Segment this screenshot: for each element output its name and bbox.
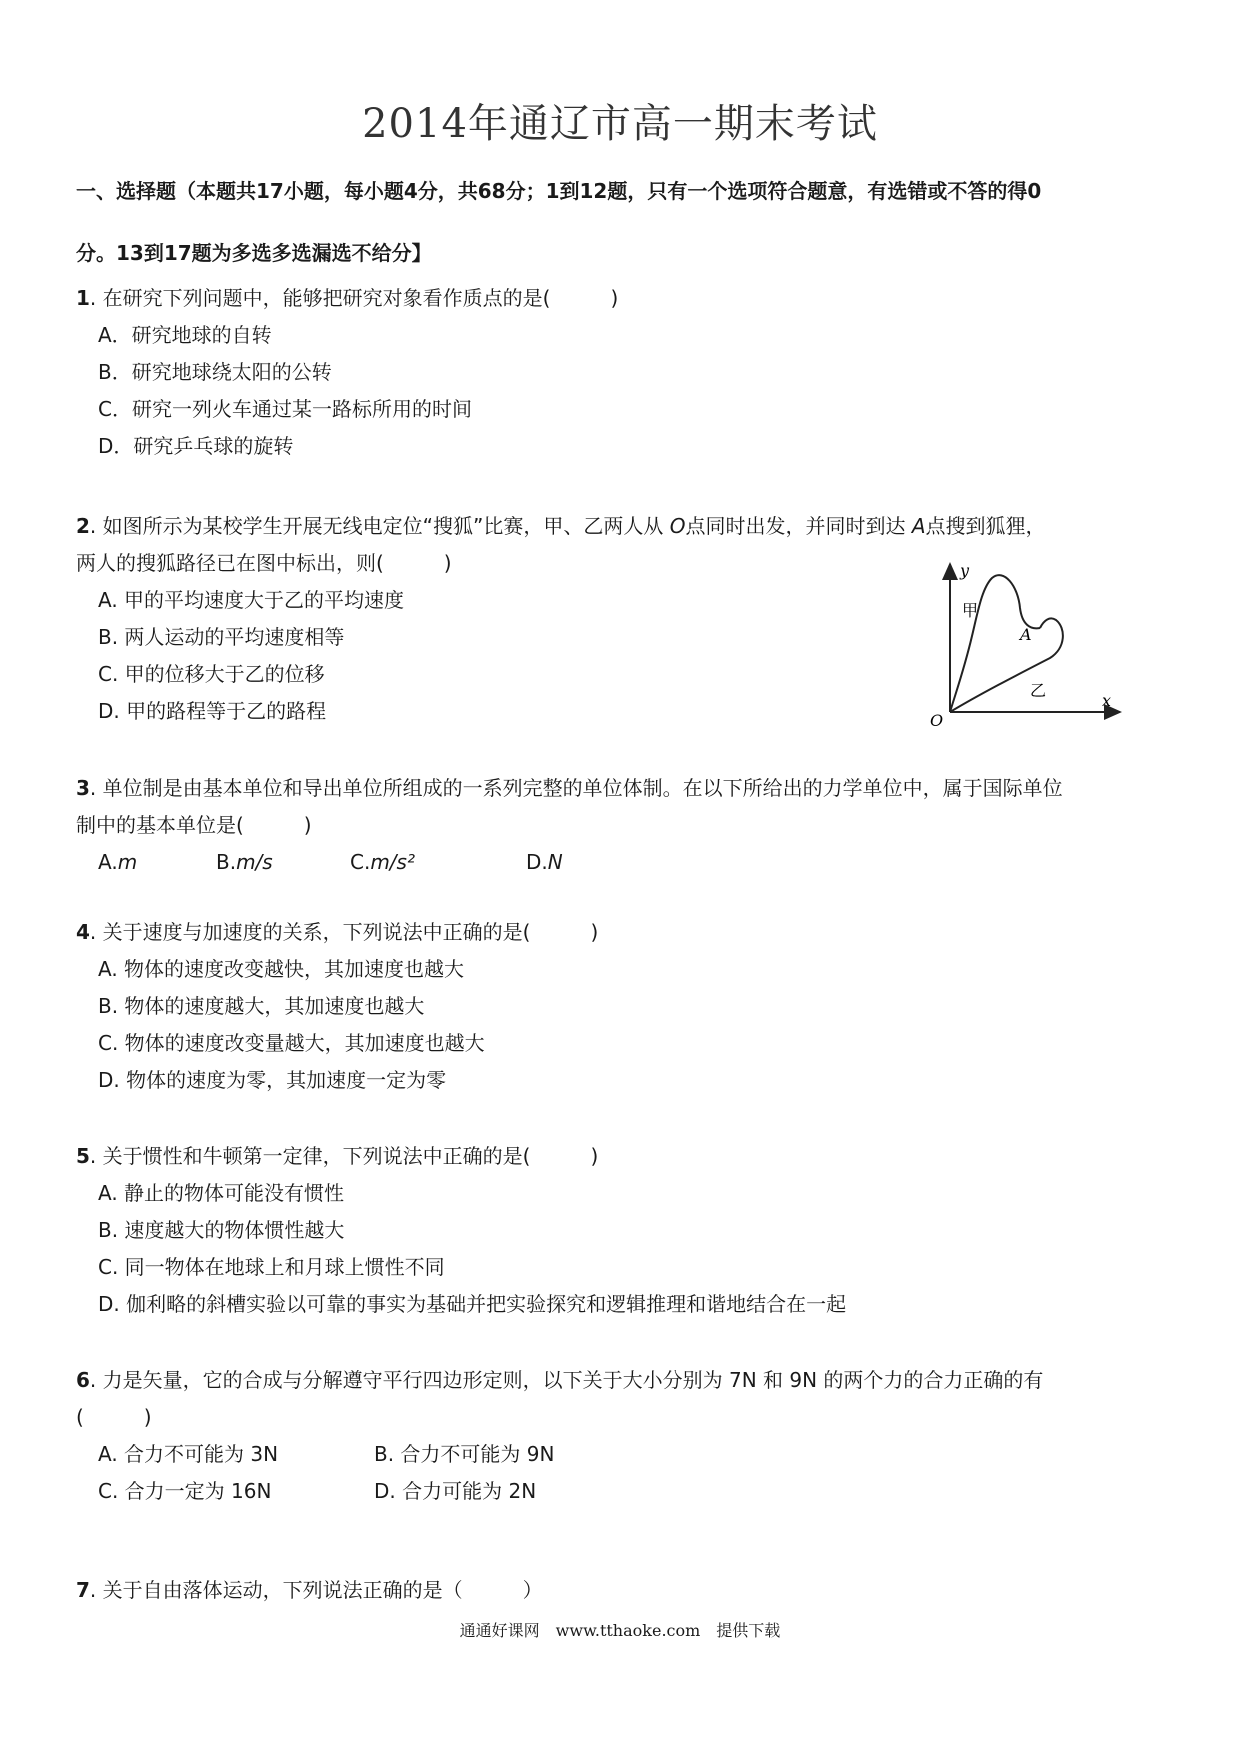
option-b: B. 两人运动的平均速度相等 — [98, 625, 345, 649]
option-c: C. 合力一定为 16N — [98, 1479, 272, 1503]
option-d: D. 物体的速度为零，其加速度一定为零 — [98, 1068, 447, 1092]
question-number: 3 — [76, 776, 90, 800]
option-a: A．研究地球的自转 — [98, 323, 272, 347]
question-number: 5 — [76, 1144, 90, 1168]
question-number: 4 — [76, 920, 90, 944]
question-1 — [76, 280, 1176, 465]
point-a-label: A — [911, 514, 926, 538]
question-2-text-1: . 如图所示为某校学生开展无线电定位“搜狐”比赛，甲、乙两人从 — [89, 514, 670, 538]
option-a: A. 甲的平均速度大于乙的平均速度 — [98, 588, 405, 612]
question-3 — [76, 770, 1176, 881]
option-d: D. 伽利略的斜槽实验以可靠的事实为基础并把实验探究和逻辑推理和谐地结合在一起 — [98, 1292, 847, 1316]
question-number: 2 — [76, 514, 90, 538]
option-c: C. 甲的位移大于乙的位移 — [98, 662, 325, 686]
option-c: C. 同一物体在地球上和月球上惯性不同 — [98, 1255, 445, 1279]
question-7-stem — [76, 1572, 1176, 1609]
option-b: B．研究地球绕太阳的公转 — [98, 360, 332, 384]
options-row — [76, 844, 1176, 881]
question-1-text: . 在研究下列问题中，能够把研究对象看作质点的是( ) — [89, 286, 619, 310]
jia-label: 甲 — [962, 601, 979, 620]
x-axis-label: x — [1102, 691, 1112, 710]
option-b: B.m/s — [216, 850, 273, 874]
page-footer: 通通好课网 www.tthaoke.com 提供下载 — [459, 1621, 781, 1640]
option-a: A. 合力不可能为 3N — [98, 1442, 279, 1466]
option-a: A. 物体的速度改变越快，其加速度也越大 — [98, 957, 465, 981]
path-diagram — [920, 556, 1130, 726]
option-d: D. 合力可能为 2N — [374, 1479, 537, 1503]
question-6-stem-line-1 — [76, 1362, 1176, 1399]
option-d: D.N — [526, 850, 563, 874]
option-c: C．研究一列火车通过某一路标所用的时间 — [98, 397, 472, 421]
options-row-2 — [76, 1473, 1176, 1510]
yi-label: 乙 — [1030, 681, 1047, 700]
option-c: C.m/s² — [350, 850, 415, 874]
section-heading-line-1: 一、选择题（本题共17小题，每小题4分，共68分；1到12题，只有一个选项符合题意，有选错或不答的得0 — [76, 179, 1042, 203]
y-axis-label: y — [960, 561, 970, 580]
question-6-stem-line-2: ( ) — [76, 1405, 152, 1429]
option-b: B. 合力不可能为 9N — [374, 1442, 555, 1466]
question-5-text: . 关于惯性和牛顿第一定律，下列说法中正确的是( ) — [89, 1144, 599, 1168]
option-b: B. 物体的速度越大，其加速度也越大 — [98, 994, 425, 1018]
question-3-stem-line-2: 制中的基本单位是( ) — [76, 813, 312, 837]
section-heading-line-2: 分。13到17题为多选多选漏选不给分】 — [76, 241, 432, 265]
question-7-text: . 关于自由落体运动，下列说法正确的是（ ） — [89, 1578, 543, 1602]
option-d: D. 甲的路程等于乙的路程 — [98, 699, 327, 723]
question-5 — [76, 1138, 1176, 1323]
origin-label: O — [930, 711, 944, 726]
question-2-text-3: 点搜到狐狸， — [925, 514, 1046, 538]
option-b: B. 速度越大的物体惯性越大 — [98, 1218, 345, 1242]
question-2-stem-line-1 — [76, 508, 1176, 545]
question-3-text: . 单位制是由基本单位和导出单位所组成的一系列完整的单位体制。在以下所给出的力学单位中，属于国际单位 — [89, 776, 1063, 800]
question-number: 7 — [76, 1578, 90, 1602]
option-a: A. 静止的物体可能没有惯性 — [98, 1181, 345, 1205]
question-7 — [76, 1572, 1176, 1609]
question-3-stem-line-1 — [76, 770, 1176, 807]
point-a-figure-label: A — [1020, 625, 1032, 644]
option-c: C. 物体的速度改变量越大，其加速度也越大 — [98, 1031, 485, 1055]
option-a: A.m — [98, 850, 138, 874]
question-1-stem — [76, 280, 1176, 317]
question-4-stem — [76, 914, 1176, 951]
question-6-text: . 力是矢量，它的合成与分解遵守平行四边形定则，以下关于大小分别为 7N 和 9N 的两个力的合力正确的有 — [89, 1368, 1044, 1392]
section-heading — [76, 160, 1176, 284]
question-2-stem-line-2: 两人的搜狐路径已在图中标出，则( ) — [76, 551, 452, 575]
option-d: D．研究乒乓球的旋转 — [98, 434, 294, 458]
options-row-1 — [76, 1436, 1176, 1473]
question-6 — [76, 1362, 1176, 1510]
question-2-text-2: 点同时出发，并同时到达 — [685, 514, 912, 538]
question-number: 6 — [76, 1368, 90, 1392]
point-o-label: O — [669, 514, 686, 538]
page-title: 2014年通辽市高一期末考试 — [362, 101, 878, 147]
question-5-stem — [76, 1138, 1176, 1175]
question-4 — [76, 914, 1176, 1099]
question-4-text: . 关于速度与加速度的关系，下列说法中正确的是( ) — [89, 920, 599, 944]
question-number: 1 — [76, 286, 90, 310]
